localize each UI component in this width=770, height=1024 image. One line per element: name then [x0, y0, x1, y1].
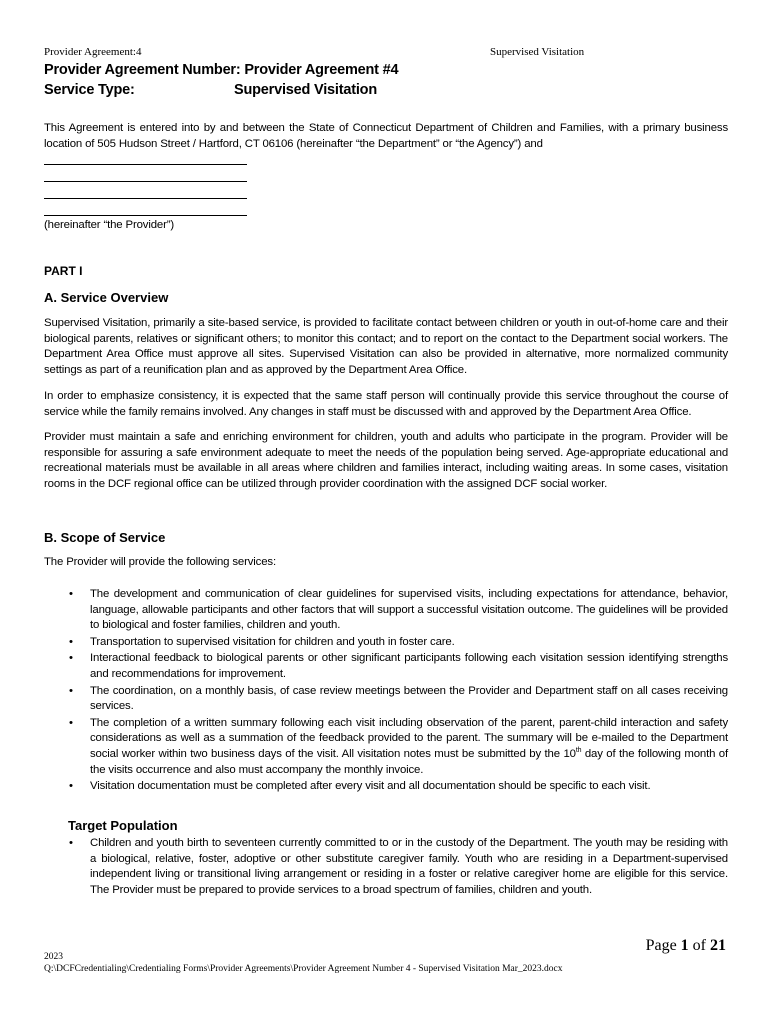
- service-overview-paragraph-3: Provider must maintain a safe and enriching environment for children, youth and adults who participate in the program. Provider will be responsible for assuring a safe environment adequate to meet the needs of the population being served. Age-appropriate educational and recreational materials must be available in all areas where children and families interact, including waiting areas. In some cases, visitation rooms in the DCF regional office can be utilized through provider coordination with the assigned DCF social worker.: [44, 431, 728, 490]
- list-item: [44, 716, 728, 778]
- list-item: [44, 635, 728, 651]
- bullet-icon: •: [69, 780, 73, 793]
- list-item-text: The completion of a written summary following each visit including observation of the parent, parent-child interaction and safety considerations as well as a summation of the feedback provided to the parent. The summary will be e-mailed to the Department social worker within two business days of the visit. All visitation notes must be submitted by the 10: [90, 716, 728, 760]
- scope-of-service-heading: B. Scope of Service: [44, 530, 166, 545]
- service-type-label: Service Type:: [44, 82, 135, 98]
- provider-blank-line-4: [44, 215, 247, 216]
- list-item: [44, 836, 728, 898]
- service-overview-heading: A. Service Overview: [44, 290, 169, 305]
- provider-blank-line-3: [44, 198, 247, 199]
- service-type-value: Supervised Visitation: [234, 82, 377, 98]
- list-item-text: Interactional feedback to biological parents or other significant participants following each visitation session identifying strengths and recommendations for improvement.: [90, 652, 728, 680]
- list-item-text: Transportation to supervised visitation for children and youth in foster care.: [90, 635, 455, 648]
- bullet-icon: •: [69, 837, 73, 849]
- service-overview-paragraph-2: In order to emphasize consistency, it is expected that the same staff person will continually provide this service throughout the course of service while the family remains involved. Any changes in staff must be discussed with and approved by the Department Area Office.: [44, 390, 728, 418]
- intro-paragraph: This Agreement is entered into by and between the State of Connecticut Department of Children and Families, with a primary business location of 505 Hudson Street / Hartford, CT 06106 (hereinafter “the Department” or “the Agency”) and: [44, 122, 728, 150]
- list-item-text: Children and youth birth to seventeen currently committed to or in the custody of the Department. The youth may be residing with a biological, relative, foster, adoptive or other substitute caregiver family. Youth who are residing in a Department-supervised independent living or transitional living arrangement or residing in a foster or relative caregiver home are eligible for this service. The Provider must be prepared to provide services to a broad spectrum of families, children and youth.: [90, 837, 728, 896]
- bullet-icon: •: [69, 635, 73, 648]
- list-item: [44, 684, 728, 715]
- page-of: of: [692, 937, 706, 954]
- list-item: [44, 651, 728, 682]
- bullet-icon: •: [69, 652, 73, 665]
- provider-designation: (hereinafter “the Provider”): [44, 219, 175, 231]
- provider-blank-line-2: [44, 181, 247, 182]
- list-item-text: The coordination, on a monthly basis, of case review meetings between the Provider and Department staff on all cases receiving services.: [90, 684, 728, 713]
- list-item: [44, 587, 728, 634]
- service-type-title: [44, 82, 377, 98]
- page-number: [646, 937, 726, 955]
- list-item-text: Visitation documentation must be completed after every visit and all documentation should be specific to each visit.: [90, 780, 651, 793]
- page-current: 1: [680, 937, 689, 954]
- scope-intro: The Provider will provide the following services:: [44, 556, 276, 568]
- footer-file-path: Q:\DCFCredentialing\Credentialing Forms\Provider Agreements\Provider Agreement Number 4 - Supervised Visitation Mar_2023.docx: [44, 964, 563, 974]
- page-label: Page: [645, 937, 677, 954]
- bullet-icon: •: [69, 716, 73, 729]
- list-item: [44, 779, 728, 795]
- target-population-list: [44, 836, 728, 899]
- service-overview-paragraph-1: Supervised Visitation, primarily a site-based service, is provided to facilitate contact between children or youth in out-of-home care and their biological parents, relatives or significant others; to monitor this contact; and to report on the contact to the Department social workers. The Department Area Office must approve all sites. Supervised Visitation can also be provided in alternative, more normalized community settings as part of a reunification plan and as approved by the Department Area Office.: [44, 317, 728, 376]
- page-total: 21: [710, 937, 726, 954]
- bullet-icon: •: [69, 588, 73, 600]
- agreement-number-title: Provider Agreement Number: Provider Agreement #4: [44, 62, 399, 78]
- running-header-left: Provider Agreement:4: [44, 46, 142, 58]
- scope-bullet-list: [44, 587, 728, 796]
- footer-year: 2023: [44, 952, 63, 962]
- list-item-text: The development and communication of clear guidelines for supervised visits, including expectations for attendance, behavior, language, allowable participants and other factors that will support a successful visitation outcome. The guidelines will be provided to biological and foster families, children and youth.: [90, 588, 728, 632]
- superscript-th: th: [575, 747, 582, 755]
- running-header-right: Supervised Visitation: [490, 46, 585, 58]
- part-heading: PART I: [44, 264, 83, 278]
- list-item-text-tail: day of the following month of the visits occurrence and also must accompany the monthly invoice.: [90, 747, 728, 776]
- bullet-icon: •: [69, 684, 73, 697]
- provider-blank-line-1: [44, 164, 247, 165]
- target-population-heading: Target Population: [68, 818, 178, 833]
